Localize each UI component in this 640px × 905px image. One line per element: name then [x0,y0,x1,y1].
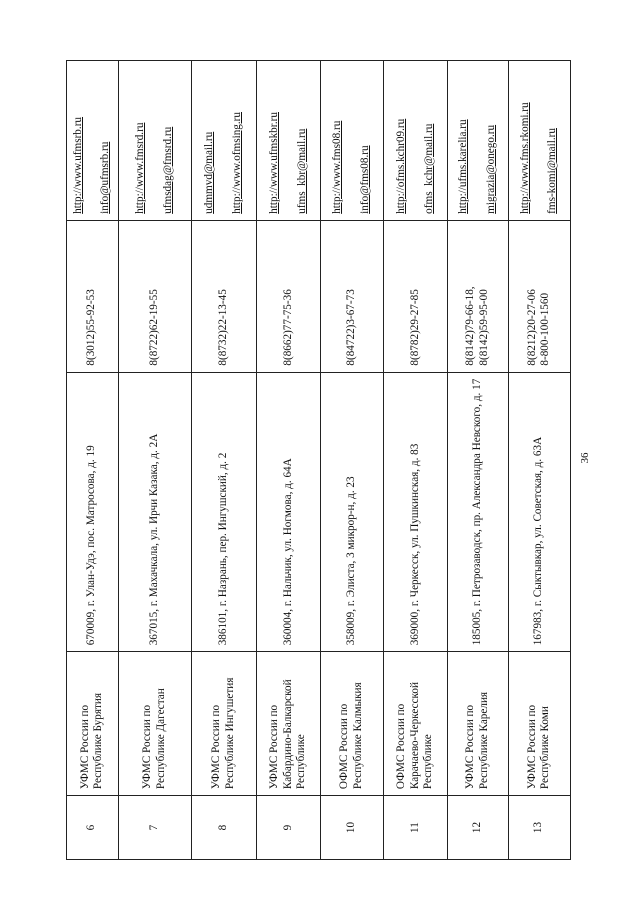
phone-primary: 8(8732)22-13-45 [217,289,230,366]
contacts-cell [192,61,257,221]
address-cell [256,372,321,652]
table-row [256,61,321,860]
fms-offices-table [66,60,571,860]
row-number-text: 8 [217,824,230,831]
office-address: 360004, г. Нальчик, ул. Ногмова, д. 64А [281,458,294,646]
row-number-text: 9 [281,824,294,831]
table-row [321,61,383,860]
address-cell [321,372,383,652]
phone-cell [67,220,119,372]
office-address: 167983, г. Сыктывкар, ул. Советская, д. 63А [532,436,545,646]
row-number [118,796,192,860]
row-number-text: 10 [345,821,358,834]
website-link[interactable]: http://www.fms.rkomi.ru [518,102,531,214]
row-number [321,796,383,860]
table-row [383,61,448,860]
row-number-text: 6 [85,824,98,831]
table-row [508,61,570,860]
website-link[interactable]: http://www.ufmsrb.ru [71,116,84,214]
phone-primary: 8(8142)79-66-18, [464,286,477,366]
phone-cell [383,220,448,372]
row-number [256,796,321,860]
phone-primary: 8(8662)77-75-36 [281,289,294,366]
email-link[interactable]: http://www.ofmsing.ru [230,112,243,214]
office-name: УФМС России по Республике Дагестан [141,688,167,790]
phone-cell [118,220,192,372]
phone-primary: 8(8722)62-19-55 [148,289,161,366]
office-address: 367015, г. Махачкала, ул. Ирчи Казака, д. 2А [148,433,161,646]
phone-primary: 8(8212)20-27-06 [525,289,538,366]
row-number [448,796,508,860]
phone-cell [192,220,257,372]
phone-secondary: 8(8142)59-95-00 [477,289,490,366]
row-number-text: 12 [471,821,484,834]
phone-primary: 8(84722)3-67-73 [345,289,358,366]
email-link[interactable]: fms-komi@mail.ru [546,128,559,214]
website-link[interactable]: http://www.fmsrd.ru [134,122,147,214]
address-cell [508,372,570,652]
phone-cell [321,220,383,372]
office-address: 358009, г. Элиста, 3 микрор-н, д. 23 [345,476,358,646]
table-row [192,61,257,860]
email-link[interactable]: ufms_kbr@mail.ru [295,128,308,214]
row-number [383,796,448,860]
phone-cell [508,220,570,372]
table-body [67,61,571,860]
table-row [67,61,119,860]
rotated-table-wrapper [66,60,571,860]
office-name-cell [67,652,119,796]
office-address: 185005, г. Петрозаводск, пр. Александра Невского, д. 17 [471,378,484,646]
contacts-cell [448,61,508,221]
office-name-cell [448,652,508,796]
website-link[interactable]: http://www.fms08.ru [331,120,344,214]
office-address: 670009, г. Улан-Удэ, пос. Матросова, д. 19 [85,445,98,646]
office-name-cell [508,652,570,796]
office-name-cell [256,652,321,796]
page-number: 36 [579,452,591,464]
contacts-cell [508,61,570,221]
office-name: УФМС России по Кабардино-Балкарской Республике [268,679,308,790]
email-link[interactable]: migrazia@onego.ru [484,124,497,214]
table-row [448,61,508,860]
office-name-cell [192,652,257,796]
phone-cell [448,220,508,372]
row-number [192,796,257,860]
phone-secondary: 8-800-100-1560 [539,292,552,366]
row-number-text: 7 [148,824,161,831]
email-link[interactable]: info@fms08.ru [359,145,372,214]
website-link[interactable]: http://ofms.kchr09.ru [394,118,407,214]
contacts-cell [321,61,383,221]
office-name: УФМС России по Республике Ингушетия [210,677,236,790]
office-name-cell [321,652,383,796]
row-number-text: 11 [408,822,421,833]
row-number [67,796,119,860]
address-cell [448,372,508,652]
address-cell [192,372,257,652]
office-name-cell [118,652,192,796]
row-number-text: 13 [532,821,545,834]
phone-cell [256,220,321,372]
contacts-cell [256,61,321,221]
address-cell [383,372,448,652]
email-link[interactable]: info@ufmsrb.ru [99,141,112,214]
website-link[interactable]: udmmvd@mail.ru [203,131,216,214]
office-name: УФМС России по Республике Коми [525,704,552,790]
email-link[interactable]: ufmsdag@fmsrd.ru [161,126,174,214]
email-link[interactable]: ofms_kchr@mail.ru [422,123,435,214]
office-name: УФМС России по Республике Карелия [464,691,490,790]
website-link[interactable]: http://ufms.karelia.ru [457,119,470,214]
office-name: ОФМС России по Карачаево-Черкесской Республике [395,682,435,790]
contacts-cell [383,61,448,221]
row-number [508,796,570,860]
phone-primary: 8(8782)29-27-85 [408,289,421,366]
table-row [118,61,192,860]
contacts-cell [118,61,192,221]
address-cell [118,372,192,652]
website-link[interactable]: http://www.ufmskbr.ru [267,112,280,214]
office-address: 369000, г. Черкесск, ул. Пушкинская, д. 83 [408,443,421,646]
office-name-cell [383,652,448,796]
address-cell [67,372,119,652]
office-name: ОФМС России по Республике Калмыкия [338,682,365,790]
office-address: 386101, г. Назрань, пер. Ингушский, д. 2 [217,452,230,646]
contacts-cell [67,61,119,221]
office-name: УФМС России по Республике Бурятия [78,692,105,790]
phone-primary: 8(3012)55-92-53 [85,289,98,366]
